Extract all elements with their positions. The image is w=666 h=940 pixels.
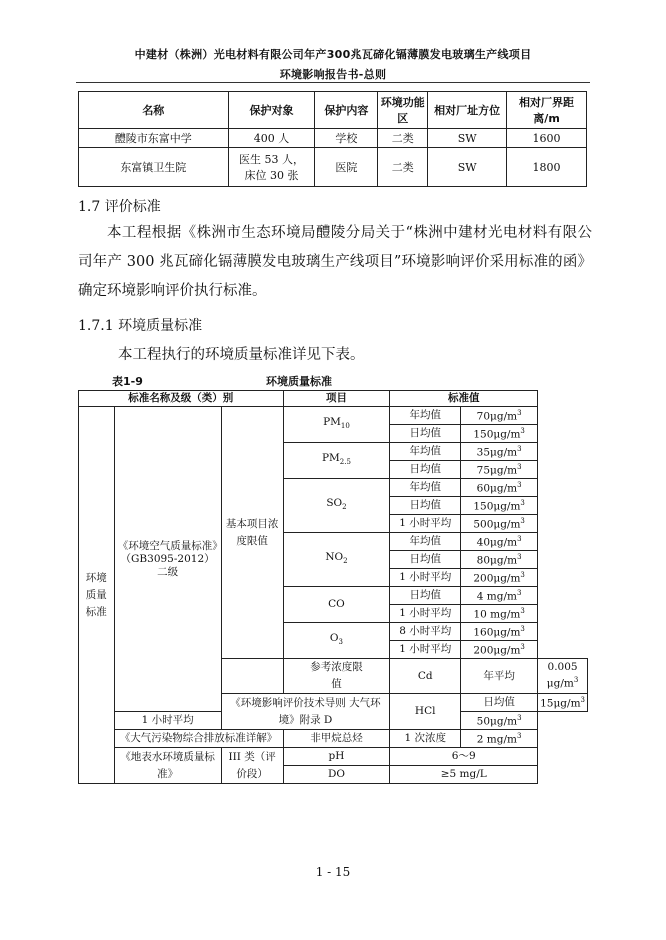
period-label: 1 小时平均 [390, 605, 461, 623]
period-label: 年均值 [390, 533, 461, 551]
period-label: 年均值 [390, 407, 461, 425]
period-label: 日均值 [461, 694, 538, 712]
limit-value: $80\mu g/m^3$ [461, 551, 538, 569]
limit-value: 0.005 $\mu g/m^3$ [538, 659, 588, 694]
period-label: 年均值 [390, 479, 461, 497]
limit-value: $35\mu g/m^3$ [461, 443, 538, 461]
col-distance: 相对厂界距离/m [507, 92, 587, 129]
period-label: 年均值 [390, 443, 461, 461]
limit-value: $60\mu g/m^3$ [461, 479, 538, 497]
limit-value: $500\mu g/m^3$ [461, 515, 538, 533]
limit-value: $200\mu g/m^3$ [461, 569, 538, 587]
cell-name: 醴陵市东富中学 [79, 129, 229, 148]
cell-content: 学校 [315, 129, 378, 148]
hcl-standard-cell: 《环境影响评价技术导则 大气环境》附录 D [221, 694, 390, 730]
period-label: 年平均 [461, 659, 538, 694]
period-label: 1 小时平均 [390, 641, 461, 659]
item-pm25: $PM_{2.5}$ [283, 443, 390, 479]
period-label: 日均值 [390, 461, 461, 479]
limit-value: 6～9 [390, 748, 538, 766]
table-row [79, 129, 587, 148]
paragraph-table-intro: 本工程执行的环境质量标准详见下表。 [118, 347, 365, 363]
cell-content: 医院 [315, 148, 378, 187]
item-pm10: $PM_{10}$ [283, 407, 390, 443]
period-label: 日均值 [390, 551, 461, 569]
period-label: 日均值 [390, 587, 461, 605]
header-divider [76, 82, 590, 83]
protection-targets-table [78, 91, 587, 187]
item-nmhc: 非甲烷总烃 [283, 730, 390, 748]
cell-direction: SW [428, 129, 507, 148]
cell-direction: SW [428, 148, 507, 187]
paragraph-standards [78, 219, 592, 306]
period-label: 1 小时平均 [114, 712, 221, 730]
limit-value: $70\mu g/m^3$ [461, 407, 538, 425]
object-line-2: 床位 30 张 [244, 169, 299, 182]
cell-distance: 1800 [507, 148, 587, 187]
limit-value: $40\mu g/m^3$ [461, 533, 538, 551]
object-line-1: 医生 53 人， [239, 153, 305, 166]
section-heading-1-7: 1.7 评价标准 [78, 199, 161, 215]
cell-zone: 二类 [378, 129, 428, 148]
air-standard-cell: 《环境空气质量标准》（GB3095-2012）二级 [114, 407, 221, 712]
basic-items-cell: 基本项目浓度限值 [221, 407, 283, 659]
cell-name: 东富镇卫生院 [79, 148, 229, 187]
col-direction: 相对厂址方位 [428, 92, 507, 129]
item-co: CO [283, 587, 390, 623]
period-label: 日均值 [390, 425, 461, 443]
table-number: 表1-9 [112, 375, 143, 388]
limit-value: 10 $mg/m^3$ [461, 605, 538, 623]
col-content: 保护内容 [315, 92, 378, 129]
page-number: 1 - 15 [315, 865, 351, 879]
table-row [79, 407, 588, 425]
period-label: 1 小时平均 [390, 515, 461, 533]
limit-value: $150\mu g/m^3$ [461, 425, 538, 443]
table-header-row [79, 391, 588, 407]
table-row [79, 148, 587, 187]
table-header-row [79, 92, 587, 129]
item-do: DO [283, 766, 390, 784]
limit-value: $200\mu g/m^3$ [461, 641, 538, 659]
limit-value: 4 $mg/m^3$ [461, 587, 538, 605]
col-zone: 环境功能区 [378, 92, 428, 129]
period-label: 日均值 [390, 497, 461, 515]
item-hcl: HCl [390, 694, 461, 730]
table-row [79, 748, 588, 766]
item-o3: $O_3$ [283, 623, 390, 659]
limit-value: $15\mu g/m^3$ [538, 694, 588, 712]
running-header-chapter: 环境影响报告书-总则 [279, 68, 387, 81]
period-label: 1 小时平均 [390, 569, 461, 587]
col-name: 名称 [79, 92, 229, 129]
limit-value: $75\mu g/m^3$ [461, 461, 538, 479]
col-object: 保护对象 [228, 92, 315, 129]
table-title: 环境质量标准 [266, 375, 332, 388]
reference-limit-cell: 参考浓度限值 [283, 659, 390, 694]
cell-zone: 二类 [378, 148, 428, 187]
section-heading-1-7-1: 1.7.1 环境质量标准 [78, 318, 203, 334]
environmental-quality-standards-table [78, 390, 588, 784]
cell-distance: 1600 [507, 129, 587, 148]
col-standard-name: 标准名称及级（类）别 [79, 391, 284, 407]
cell-object [228, 148, 315, 187]
running-header-project: 中建材（株洲）光电材料有限公司年产300兆瓦碲化镉薄膜发电玻璃生产线项目 [134, 48, 532, 61]
nmhc-standard-cell: 《大气污染物综合排放标准详解》 [114, 730, 283, 748]
item-ph: pH [283, 748, 390, 766]
limit-value: 2 $mg/m^3$ [461, 730, 538, 748]
item-no2: $NO_2$ [283, 533, 390, 587]
limit-value: $150\mu g/m^3$ [461, 497, 538, 515]
limit-value: $50\mu g/m^3$ [461, 712, 538, 730]
item-cd: Cd [390, 659, 461, 694]
limit-value: $160\mu g/m^3$ [461, 623, 538, 641]
period-label: 8 小时平均 [390, 623, 461, 641]
water-standard-cell: 《地表水环境质量标准》 [114, 748, 221, 784]
category-cell: 环境质量标准 [79, 407, 115, 784]
item-so2: $SO_2$ [283, 479, 390, 533]
cell-object: 400 人 [228, 129, 315, 148]
water-class-cell: III 类（评价段） [221, 748, 283, 784]
col-item: 项目 [283, 391, 390, 407]
period-label: 1 次浓度 [390, 730, 461, 748]
col-standard-value: 标准值 [390, 391, 538, 407]
paragraph-text: 本工程根据《株洲市生态环境局醴陵分局关于“株洲中建材光电材料有限公司年产 300 兆瓦碲化镉薄膜发电玻璃生产线项目”环境影响评价采用标准的函》确定环境影响评价执行标准。 [78, 225, 592, 299]
limit-value: ≥5 mg/L [390, 766, 538, 784]
